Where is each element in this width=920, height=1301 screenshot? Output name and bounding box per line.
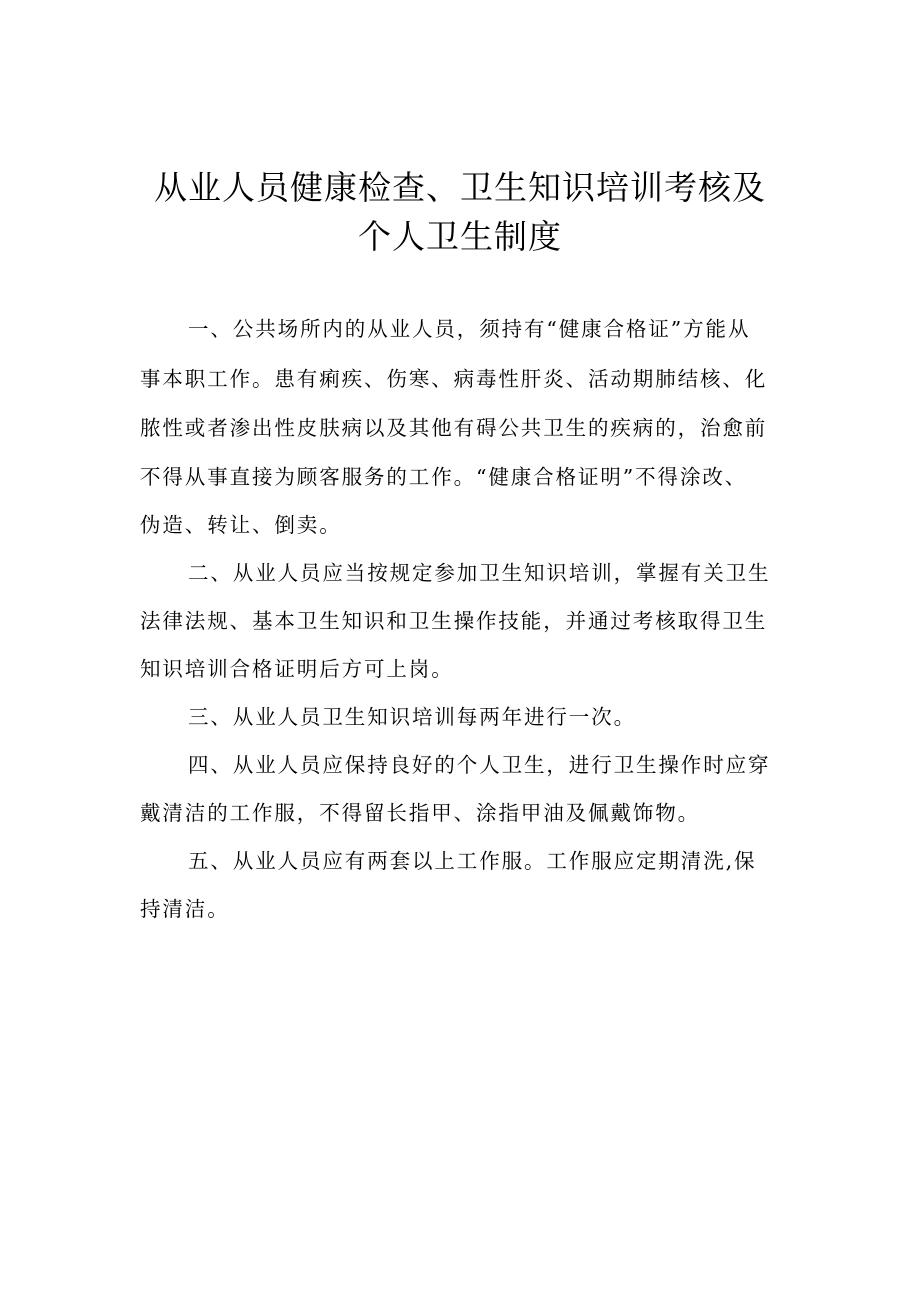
paragraph-1-line-3: 脓性或者渗出性皮肤病以及其他有碍公共卫生的疾病的，治愈前 [140,416,768,440]
paragraph-1-line-1: 一、公共场所内的从业人员，须持有“健康合格证”方能从 [188,317,751,341]
paragraph-5-line-1: 五、从业人员应有两套以上工作服。工作服应定期清洗,保 [188,849,757,873]
paragraph-4-line-2: 戴清洁的工作服，不得留长指甲、涂指甲油及佩戴饰物。 [140,801,700,825]
paragraph-1-line-4: 不得从事直接为顾客服务的工作。“健康合格证明”不得涂改、 [140,465,748,489]
paragraph-4-line-1: 四、从业人员应保持良好的个人卫生，进行卫生操作时应穿 [188,753,771,777]
paragraph-5-line-2: 持清洁。 [140,897,230,921]
document-title-line-2: 个人卫生制度 [358,217,562,256]
paragraph-2-line-3: 知识培训合格证明后方可上岗。 [140,657,454,681]
document-title-line-1: 从业人员健康检查、卫生知识培训考核及 [154,168,766,207]
paragraph-1-line-2: 事本职工作。患有痢疾、伤寒、病毒性肝炎、活动期肺结核、化 [140,367,768,391]
paragraph-3-line-1: 三、从业人员卫生知识培训每两年进行一次。 [188,705,636,729]
paragraph-2-line-2: 法律法规、基本卫生知识和卫生操作技能，并通过考核取得卫生 [140,609,768,633]
paragraph-1-line-5: 伪造、转让、倒卖。 [140,513,342,537]
paragraph-2-line-1: 二、从业人员应当按规定参加卫生知识培训，掌握有关卫生 [188,561,771,585]
